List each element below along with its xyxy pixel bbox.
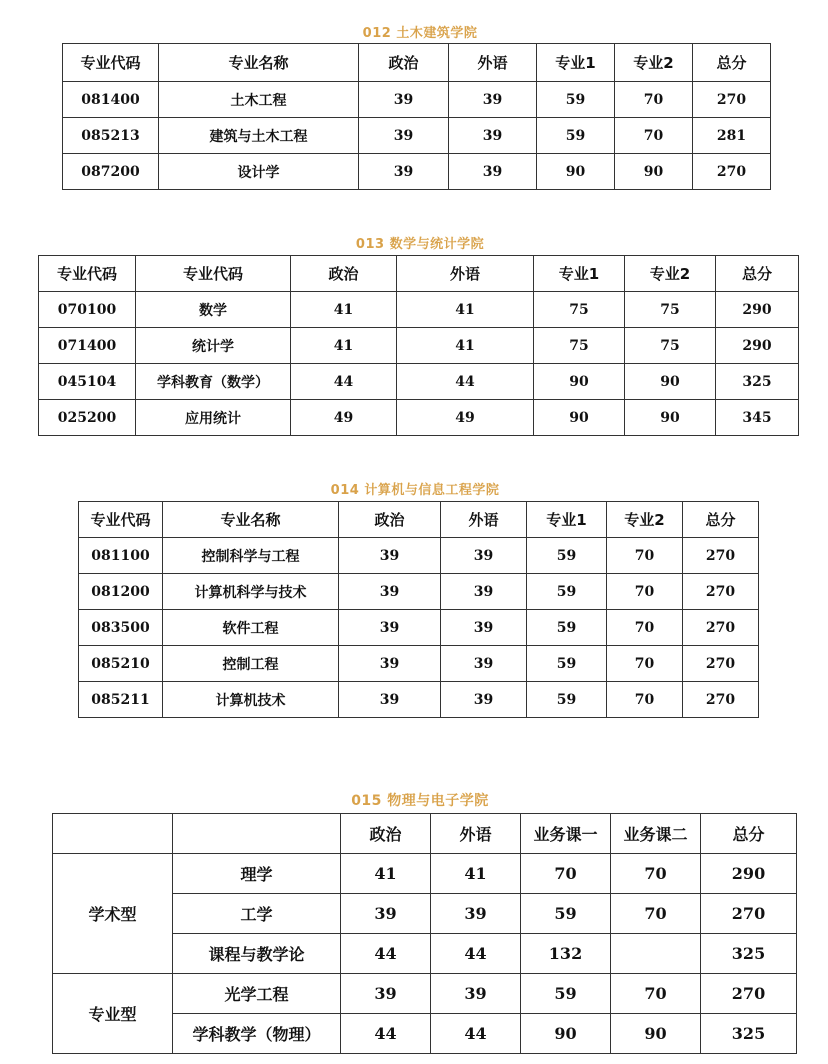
code-cell: 085213 — [63, 118, 159, 154]
score-cell: 59 — [537, 118, 615, 154]
score-cell: 44 — [291, 364, 397, 400]
section-title-014: 014 计算机与信息工程学院 — [330, 483, 500, 498]
major-cell: 工学 — [173, 894, 341, 934]
section-title-012: 012 土木建筑学院 — [362, 26, 478, 41]
section-title-013: 013 数学与统计学院 — [355, 237, 485, 252]
score-cell: 49 — [291, 400, 397, 436]
header-cell: 专业名称 — [159, 44, 359, 82]
score-cell: 39 — [359, 154, 449, 190]
score-cell: 41 — [291, 328, 397, 364]
score-cell: 70 — [611, 854, 701, 894]
total-cell: 270 — [693, 154, 771, 190]
major-cell: 设计学 — [159, 154, 359, 190]
table-row — [79, 682, 759, 718]
total-cell: 270 — [683, 682, 759, 718]
table-014 — [78, 501, 759, 718]
header-cell: 业务课一 — [521, 814, 611, 854]
score-cell: 39 — [441, 610, 527, 646]
major-cell: 控制科学与工程 — [163, 538, 339, 574]
score-cell: 39 — [441, 646, 527, 682]
major-cell: 软件工程 — [163, 610, 339, 646]
total-cell: 270 — [683, 646, 759, 682]
header-cell: 政治 — [359, 44, 449, 82]
header-cell: 专业代码 — [79, 502, 163, 538]
score-cell: 44 — [341, 1014, 431, 1054]
score-cell: 90 — [625, 364, 716, 400]
major-cell: 统计学 — [136, 328, 291, 364]
score-cell: 49 — [397, 400, 534, 436]
score-cell: 70 — [607, 682, 683, 718]
header-cell: 总分 — [683, 502, 759, 538]
score-cell: 59 — [527, 646, 607, 682]
score-cell: 70 — [611, 974, 701, 1014]
score-cell: 39 — [341, 894, 431, 934]
score-cell: 70 — [607, 610, 683, 646]
major-cell: 学科教学（物理） — [173, 1014, 341, 1054]
header-cell: 总分 — [693, 44, 771, 82]
score-cell: 75 — [534, 328, 625, 364]
major-cell: 控制工程 — [163, 646, 339, 682]
table-015 — [52, 813, 797, 1054]
table-row — [79, 610, 759, 646]
major-cell: 课程与教学论 — [173, 934, 341, 974]
score-cell — [611, 934, 701, 974]
score-cell: 90 — [521, 1014, 611, 1054]
header-cell: 专业代码 — [136, 256, 291, 292]
score-cell: 59 — [527, 610, 607, 646]
major-cell: 学科教育（数学） — [136, 364, 291, 400]
score-cell: 90 — [534, 400, 625, 436]
total-cell: 290 — [701, 854, 797, 894]
total-cell: 281 — [693, 118, 771, 154]
header-cell: 政治 — [291, 256, 397, 292]
score-cell: 39 — [339, 682, 441, 718]
score-cell: 70 — [607, 646, 683, 682]
score-cell: 39 — [449, 154, 537, 190]
score-cell: 41 — [397, 328, 534, 364]
total-cell: 325 — [701, 1014, 797, 1054]
score-cell: 59 — [527, 538, 607, 574]
header-cell: 外语 — [431, 814, 521, 854]
score-cell: 59 — [527, 574, 607, 610]
header-cell: 专业1 — [534, 256, 625, 292]
major-cell: 计算机技术 — [163, 682, 339, 718]
major-cell: 应用统计 — [136, 400, 291, 436]
code-cell: 045104 — [39, 364, 136, 400]
code-cell: 083500 — [79, 610, 163, 646]
major-cell: 建筑与土木工程 — [159, 118, 359, 154]
header-cell-empty — [53, 814, 173, 854]
code-cell: 025200 — [39, 400, 136, 436]
major-cell: 光学工程 — [173, 974, 341, 1014]
code-cell: 071400 — [39, 328, 136, 364]
table-013 — [38, 255, 799, 436]
major-cell: 数学 — [136, 292, 291, 328]
score-cell: 39 — [441, 682, 527, 718]
table-row — [79, 646, 759, 682]
header-cell: 总分 — [716, 256, 799, 292]
header-cell: 专业2 — [607, 502, 683, 538]
header-cell: 外语 — [441, 502, 527, 538]
code-cell: 081400 — [63, 82, 159, 118]
table-row — [79, 574, 759, 610]
table-row — [53, 854, 797, 894]
score-cell: 90 — [625, 400, 716, 436]
total-cell: 345 — [716, 400, 799, 436]
major-cell: 理学 — [173, 854, 341, 894]
score-cell: 39 — [339, 646, 441, 682]
score-cell: 59 — [521, 974, 611, 1014]
score-cell: 59 — [521, 894, 611, 934]
score-cell: 90 — [611, 1014, 701, 1054]
total-cell: 270 — [683, 574, 759, 610]
table-row — [63, 82, 771, 118]
header-cell: 政治 — [341, 814, 431, 854]
score-cell: 75 — [625, 292, 716, 328]
table-row — [63, 154, 771, 190]
header-cell: 外语 — [397, 256, 534, 292]
score-cell: 39 — [449, 118, 537, 154]
header-cell: 专业2 — [625, 256, 716, 292]
score-cell: 41 — [291, 292, 397, 328]
score-cell: 39 — [341, 974, 431, 1014]
score-cell: 75 — [534, 292, 625, 328]
code-cell: 081200 — [79, 574, 163, 610]
table-row — [53, 974, 797, 1014]
header-cell: 外语 — [449, 44, 537, 82]
header-cell: 专业代码 — [63, 44, 159, 82]
header-cell: 专业代码 — [39, 256, 136, 292]
total-cell: 325 — [701, 934, 797, 974]
header-cell: 专业2 — [615, 44, 693, 82]
total-cell: 290 — [716, 292, 799, 328]
score-cell: 39 — [359, 118, 449, 154]
score-cell: 39 — [449, 82, 537, 118]
score-cell: 39 — [359, 82, 449, 118]
score-cell: 39 — [339, 538, 441, 574]
table-row — [39, 364, 799, 400]
code-cell: 085211 — [79, 682, 163, 718]
header-cell: 政治 — [339, 502, 441, 538]
total-cell: 270 — [701, 894, 797, 934]
score-cell: 75 — [625, 328, 716, 364]
score-cell: 59 — [527, 682, 607, 718]
major-cell: 土木工程 — [159, 82, 359, 118]
table-row — [39, 400, 799, 436]
score-cell: 41 — [397, 292, 534, 328]
score-cell: 70 — [521, 854, 611, 894]
score-cell: 70 — [607, 538, 683, 574]
code-cell: 070100 — [39, 292, 136, 328]
score-cell: 44 — [341, 934, 431, 974]
score-cell: 132 — [521, 934, 611, 974]
table-row — [39, 328, 799, 364]
score-cell: 39 — [339, 610, 441, 646]
table-row — [39, 292, 799, 328]
header-cell: 专业1 — [537, 44, 615, 82]
group-label-cell: 学术型 — [53, 854, 173, 974]
table-012 — [62, 43, 771, 190]
score-cell: 90 — [537, 154, 615, 190]
score-cell: 41 — [431, 854, 521, 894]
header-cell: 业务课二 — [611, 814, 701, 854]
code-cell: 081100 — [79, 538, 163, 574]
major-cell: 计算机科学与技术 — [163, 574, 339, 610]
total-cell: 270 — [701, 974, 797, 1014]
total-cell: 270 — [683, 538, 759, 574]
header-cell: 专业名称 — [163, 502, 339, 538]
score-cell: 70 — [607, 574, 683, 610]
table-row — [79, 538, 759, 574]
score-cell: 39 — [431, 894, 521, 934]
score-cell: 39 — [441, 574, 527, 610]
total-cell: 290 — [716, 328, 799, 364]
score-cell: 39 — [441, 538, 527, 574]
score-cell: 44 — [431, 1014, 521, 1054]
score-cell: 90 — [534, 364, 625, 400]
table-row — [63, 118, 771, 154]
score-cell: 39 — [339, 574, 441, 610]
section-title-015: 015 物理与电子学院 — [351, 793, 489, 809]
total-cell: 325 — [716, 364, 799, 400]
header-cell-empty — [173, 814, 341, 854]
score-cell: 59 — [537, 82, 615, 118]
score-cell: 44 — [397, 364, 534, 400]
score-cell: 39 — [431, 974, 521, 1014]
header-cell: 总分 — [701, 814, 797, 854]
total-cell: 270 — [683, 610, 759, 646]
header-cell: 专业1 — [527, 502, 607, 538]
group-label-cell: 专业型 — [53, 974, 173, 1054]
score-cell: 70 — [615, 82, 693, 118]
code-cell: 087200 — [63, 154, 159, 190]
score-cell: 44 — [431, 934, 521, 974]
score-cell: 70 — [615, 118, 693, 154]
total-cell: 270 — [693, 82, 771, 118]
score-cell: 41 — [341, 854, 431, 894]
score-cell: 90 — [615, 154, 693, 190]
code-cell: 085210 — [79, 646, 163, 682]
score-cell: 70 — [611, 894, 701, 934]
